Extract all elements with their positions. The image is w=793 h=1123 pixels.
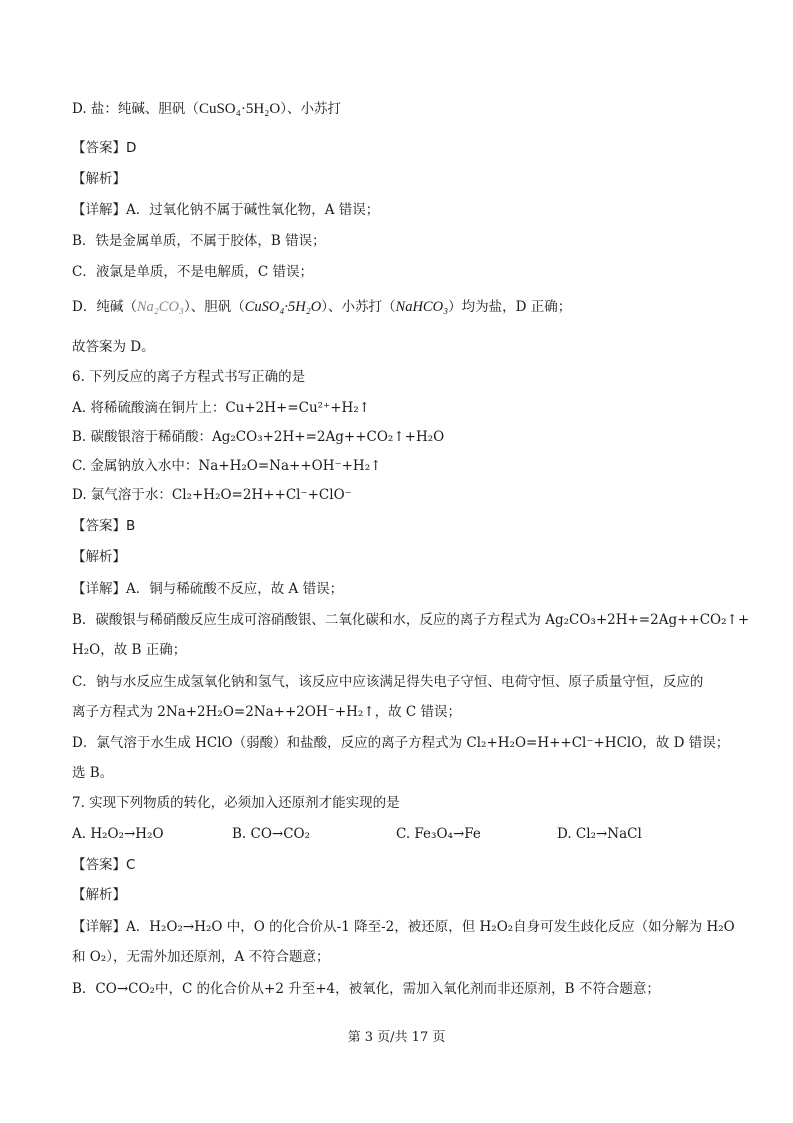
q6-stem: 6. 下列反应的离子方程式书写正确的是	[72, 369, 306, 385]
q5-option-d-tail: ）、小苏打	[280, 101, 341, 117]
q6-option-a: A. 将稀硫酸滴在铜片上：Cu+2H+=Cu²⁺+H₂↑	[72, 400, 371, 416]
q7-answer: 【答案】C	[72, 857, 136, 873]
q6-option-d: D. 氯气溶于水：Cl₂+H₂O=2H++Cl⁻+ClO⁻	[72, 487, 352, 503]
q5-option-d-text: D. 盐：纯碱、胆矾（	[72, 101, 199, 117]
q6-explanation-d: D．氯气溶于水生成 HClO（弱酸）和盐酸，反应的离子方程式为 Cl₂+H₂O=H++Cl⁻+HClO，故 D 错误；	[72, 735, 730, 751]
q7-stem: 7. 实现下列物质的转化，必须加入还原剂才能实现的是	[72, 795, 400, 811]
q5-exp-d-part2: ）、胆矾（	[183, 299, 245, 315]
q5-exp-d-part3: ）、小苏打（	[321, 299, 396, 315]
q5-exp-d-formula-2: CuSO₄·5H₂O	[244, 299, 322, 315]
q5-exp-d-part4: ）均为盐，D 正确；	[448, 299, 572, 315]
q6-explanation-c-line1: C．钠与水反应生成氢氧化钠和氢气，该反应中应该满足得失电子守恒、电荷守恒、原子质量守恒，反应的	[72, 674, 704, 690]
q7-explanation-b: B．CO→CO₂中，C 的化合价从+2 升至+4，被氧化，需加入氧化剂而非还原剂，B 不符合题意；	[72, 981, 660, 997]
q5-explanation-b: B．铁是金属单质，不属于胶体，B 错误；	[72, 233, 326, 249]
q6-explanation-b-line2: H₂O，故 B 正确；	[72, 642, 187, 658]
q7-explanation-a-line1: 【详解】A．H₂O₂→H₂O 中，O 的化合价从-1 降至-2，被还原，但 H₂O₂自身可发生歧化反应（如分解为 H₂O	[72, 919, 735, 935]
q6-option-b: B. 碳酸银溶于稀硝酸：Ag₂CO₃+2H+=2Ag++CO₂↑+H₂O	[72, 429, 445, 445]
q5-exp-d-part1: D．纯碱（	[72, 299, 137, 315]
q5-answer: 【答案】D	[72, 140, 137, 156]
q5-explanation-a: 【详解】A．过氧化钠不属于碱性氧化物，A 错误；	[72, 202, 380, 218]
q6-option-c: C. 金属钠放入水中：Na+H₂O=Na++OH⁻+H₂↑	[72, 458, 382, 474]
q5-explanation-c: C．液氯是单质，不是电解质，C 错误；	[72, 264, 313, 280]
q6-explanation-b-line1: B．碳酸银与稀硝酸反应生成可溶硝酸银、二氧化碳和水，反应的离子方程式为 Ag₂CO₃+2H+=2Ag++CO₂↑+	[72, 612, 750, 628]
q5-exp-d-formula-1: Na₂CO₃	[136, 299, 184, 315]
q5-exp-d-formula-3: NaHCO₃	[395, 299, 449, 315]
q7-option-a: A. H₂O₂→H₂O	[72, 826, 164, 842]
q7-option-d: D. Cl₂→NaCl	[557, 826, 642, 842]
q6-explanation-c-line2: 离子方程式为 2Na+2H₂O=2Na++2OH⁻+H₂↑，故 C 错误；	[72, 704, 462, 720]
q6-analysis-heading: 【解析】	[72, 549, 126, 565]
q6-conclusion: 选 B。	[72, 765, 114, 781]
q7-option-b: B. CO→CO₂	[232, 826, 311, 842]
q5-conclusion: 故答案为 D。	[72, 339, 155, 355]
q7-option-c: C. Fe₃O₄→Fe	[396, 826, 481, 842]
page-footer: 第 3 页/共 17 页	[347, 1030, 446, 1045]
q6-answer: 【答案】B	[72, 518, 136, 534]
q5-option-d	[72, 100, 341, 118]
q7-explanation-a-line2: 和 O₂），无需外加还原剂，A 不符合题意；	[72, 949, 330, 965]
q7-analysis-heading: 【解析】	[72, 887, 126, 903]
q5-explanation-d	[72, 298, 571, 316]
q5-analysis-heading: 【解析】	[72, 171, 126, 187]
q6-explanation-a: 【详解】A．铜与稀硫酸不反应，故 A 错误；	[72, 581, 344, 597]
q5-option-d-formula: CuSO₄·5H₂O	[198, 101, 281, 117]
